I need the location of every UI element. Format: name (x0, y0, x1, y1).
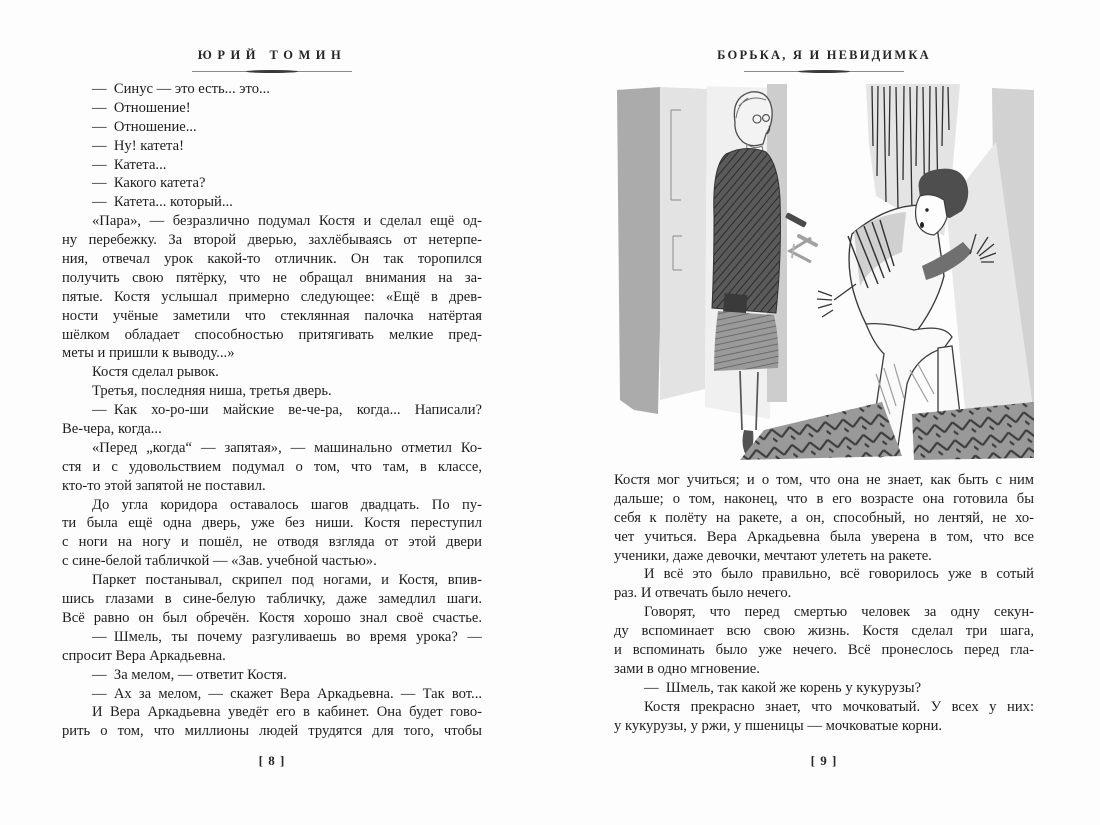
text-line: — Шмель, ты почему разгуливаешь во время урока? — (92, 628, 482, 645)
text-line: шись глазами в сине-белую табличку, даже замедлил шаги. (62, 591, 482, 608)
text-line: — Как хо-ро-ши майские ве-че-ра, когда... Написали? (92, 402, 482, 419)
text-line: — Ну! катета! (92, 137, 184, 154)
text-line: стя и с удовольствием подумал о том, что там, в классе, (62, 458, 482, 475)
text-line: ну перебежку. За второй дверью, захлёбываясь от нетерпе- (62, 232, 482, 249)
body-text-column-left (62, 80, 482, 741)
text-line: — Отношение... (92, 118, 197, 135)
text-line: — Отношение! (92, 99, 191, 116)
text-line: — Шмель, так какой же корень у кукурузы? (644, 679, 922, 696)
text-line: раз. И отвечать было нечего. (614, 585, 792, 602)
text-line: До угла коридора оставалось шагов двадцать. По пу- (92, 496, 482, 513)
text-line: получить свою пятёрку, что не обращал внимания на за- (62, 269, 482, 286)
running-head-author: ЮРИЙ ТОМИН (197, 48, 347, 62)
text-line: с ноги на ногу и пошёл, не отводя взгляда от этой двери (62, 534, 482, 551)
text-line: шёлком обладает способностью притягивать мелкие пред- (62, 326, 482, 343)
body-text-column-right (614, 471, 1034, 735)
page-number-right: [ 9 ] (810, 753, 838, 768)
text-line: ти была ещё одна дверь, уже без ниши. Костя переступил (62, 515, 482, 532)
text-line: — За мелом, — ответит Костя. (92, 666, 287, 683)
text-line: меты и пришли к выводу...» (62, 345, 235, 362)
text-line: Костя мог учиться; и о том, что она не знает, как быть с ним (614, 472, 1034, 488)
text-line: спросит Вера Аркадьевна. (62, 647, 226, 664)
text-line: «Пара», — безразлично подумал Костя и сделал ещё од- (92, 213, 482, 230)
text-line: Костя сделал рывок. (92, 364, 219, 381)
text-line: ду вспоминает всю свою жизнь. Костя сделал три шага, (614, 623, 1034, 640)
text-line: Паркет постанывал, скрипел под ногами, и Костя, впив- (92, 572, 482, 589)
text-line: чет учиться. Вера Аркадьевна была уверена в том, что все (614, 528, 1034, 545)
page-number-left: [ 8 ] (258, 753, 286, 768)
text-line: Ве-чера, когда... (62, 421, 162, 438)
text-line: у кукурузы, у ржи, у пшеницы — мочковатые корни. (614, 717, 943, 734)
text-line: — Ах за мелом, — скажет Вера Аркадьевна. — Так вот... (92, 685, 482, 702)
text-line: — Катета... (92, 156, 167, 173)
text-line: Говорят, что перед смертью человек за одну секун- (644, 604, 1034, 621)
door-handle (790, 238, 811, 262)
text-line: Всё равно он был обречён. Костя хорошо знал своё счастье. (62, 609, 482, 626)
text-line: ния, отвечал урок какой-то отличник. Он так торопился (62, 251, 482, 268)
text-line: зами в одно мгновение. (614, 660, 760, 677)
text-line: ности учёные заметили что стеклянная палочка натёртая (62, 307, 482, 324)
text-line: — Какого катета? (92, 175, 206, 192)
flying-chalk (785, 212, 816, 245)
text-line: пятые. Костя услышал примерно следующее: «Ещё в древ- (62, 288, 482, 305)
text-line: кто-то этой запятой не поставил. (62, 477, 266, 494)
text-line: И всё это было правильно, всё говорилось уже в сотый (644, 566, 1034, 583)
text-line: Костя прекрасно знает, что мочковатый. У всех у них: (644, 698, 1034, 715)
book-illustration (614, 84, 1034, 462)
text-line: «Перед „когда“ — запятая», — машинально отметил Ко- (92, 439, 482, 456)
running-head-title: БОРЬКА, Я И НЕВИДИМКА (717, 48, 931, 62)
text-line: Третья, последняя ниша, третья дверь. (92, 383, 332, 400)
text-line: И Вера Аркадьевна уведёт его в кабинет. Она будет гово- (92, 704, 482, 721)
text-line: и вспоминать было уже нечего. Всё пронеслось перед гла- (614, 642, 1034, 659)
text-line: — Синус — это есть... это... (92, 81, 270, 97)
header-rule (192, 70, 352, 73)
text-line: себя к полёту на ракете, а он, способный, но лентяй, не хо- (614, 509, 1034, 526)
text-line: дальше; о том, наконец, что в его возрасте она готовила бы (614, 490, 1034, 507)
text-line: рить о том, что миллионы людей трудятся для того, чтобы (62, 723, 482, 740)
text-line: с сине-белой табличкой — «Зав. учебной частью». (62, 553, 377, 570)
text-line: — Катета... который... (92, 194, 233, 211)
header-rule (744, 70, 904, 73)
text-line: ученики, даже девочки, мечтают улететь на ракете. (614, 547, 932, 564)
